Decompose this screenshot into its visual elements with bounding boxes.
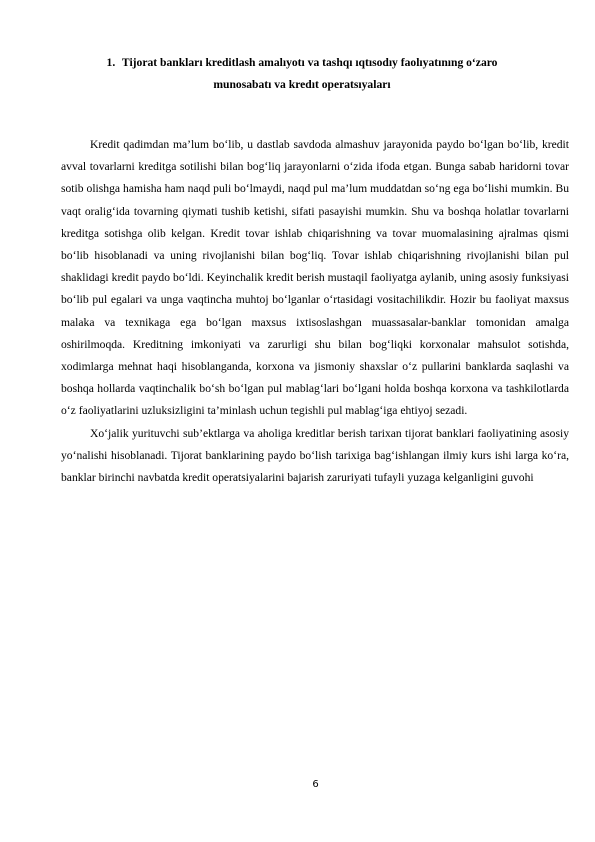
section-number: 1. — [106, 56, 116, 69]
paragraph-2: Xo‘jalik yurituvchi sub’ektlarga va aholiga kreditlar berish tarixan tijorat banklari faoliyatining asosiy yo‘nalishi hisoblanadi. Tijorat banklarining paydo bo‘lish tarixiga bag‘ishlangan ilmiy kurs ishi larga ko‘ra, banklar birinchi navbatda kredit operatsiyalarini bajarish zaruriyati tufayli yuzaga kelganligini guvohi — [61, 426, 569, 485]
page-number: 6 — [312, 779, 319, 790]
paragraph-1: Kredit qadimdan ma’lum bo‘lib, u dastlab savdoda almashuv jarayonida paydo bo‘lgan bo‘lib, kredit avval tovarlarni kreditga sotilishi bilan bog‘liq jarayonlarni o‘zida ifoda etgan. Bunga sabab haridorni tovar sotib olishga hamisha ham naqd puli bo‘lmaydi, naqd pul ma’lum muddatdan so‘ng ega bo‘lishi mumkin. Bu vaqt oralig‘ida tovarning qiymati tushib ketishi, sifati pasayishi mumkin. Shu va boshqa holatlar tovarlarni kreditga sotishga olib kelgan. Kredit tovar ishlab chiqarishning va tovar muomalasining ajralmas qismi bo‘lib hisoblanadi va uning rivojlanishi bilan bog‘liq. Tovar ishlab chiqarishning rivojlanishi bilan pul shaklidagi kredit paydo bo‘ldi. Keyinchalik kredit berish mustaqil faoliyatga aylanib, uning asosiy funksiyasi bo‘lib pul egalari va unga vaqtincha muhtoj bo‘lganlar o‘rtasidagi vositachilikdir. Hozir bu faoliyat maxsus malaka va texnikaga ega bo‘lgan maxsus ixtisoslashgan muassasalar-banklar tomonidan amalga oshirilmoqda. Kreditning imkoniyati va zarurligi shu bilan bog‘liqki korxonalar mahsulot sotishda, xodimlarga mehnat haqi hisoblanganda, korxona va jismoniy shaxslar o‘z pullarini banklarda saqlashi va boshqa hollarda vaqtinchalik bo‘sh bo‘lgan pul mablag‘lari bo‘lgani holda boshqa korxona va tashkilotlarda o‘z faoliyatlarini uzluksizligini ta’minlash uchun tegishli pul mablag‘iga ehtiyoj sezadi. — [61, 138, 569, 418]
section-heading-line-2: munosabatı va kredıt operatsıyaları — [213, 78, 391, 91]
body-text — [61, 134, 569, 489]
section-heading — [62, 52, 542, 96]
section-heading-line-1: Tijorat bankları kreditlash amalıyotı va tashqı ıqtısodıy faolıyatınıng o‘zaro — [121, 56, 498, 69]
